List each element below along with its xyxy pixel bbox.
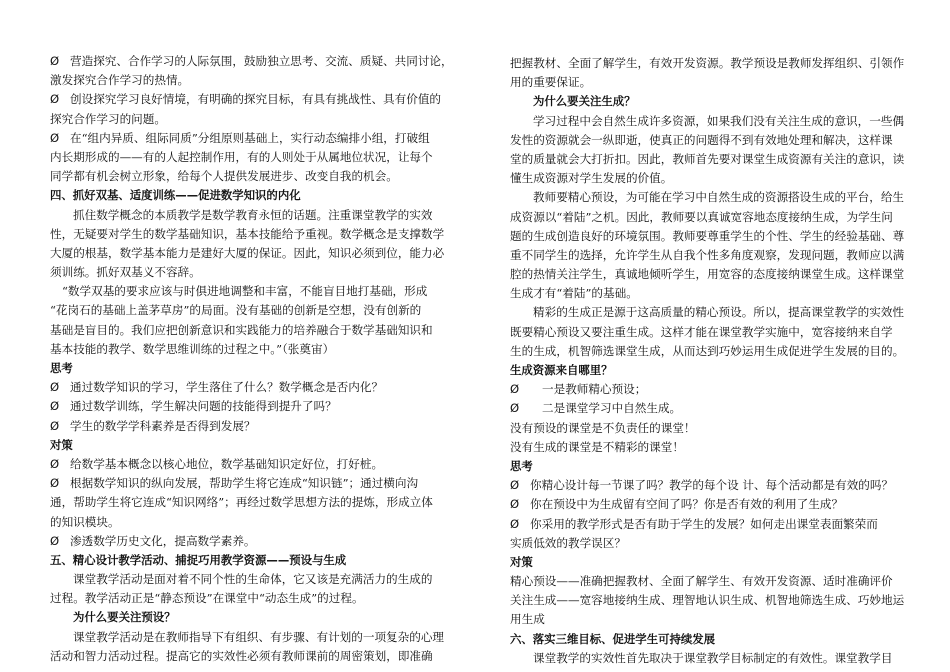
quote-line: “数学双基的要求应该与时俱进地调整和丰富，不能盲目地打基础，形成 (62, 284, 428, 299)
paragraph-line: 课堂教学活动是面对着不同个性的生命体，它又该是充满活力的生成的 (73, 572, 433, 587)
bullet-item: Ø 根据数学知识的纵向发展，帮助学生将它连成“知识链”；通过横向沟 (50, 474, 454, 493)
bullet-icon: Ø (50, 476, 60, 491)
bullet-icon: Ø (510, 516, 520, 531)
bullet-icon: Ø (510, 478, 520, 493)
paragraph-line: 精彩的生成正是源于这高质量的精心预设。所以，提高课堂教学的实效性 (533, 305, 905, 320)
quote-line: “花岗石的基础上盖茅草房”的局面。没有基础的创新是空想，没有创新的 (50, 303, 422, 318)
bullet-icon: Ø (50, 533, 60, 548)
bullet-icon: Ø (510, 401, 520, 416)
bullet-icon: Ø (50, 418, 60, 433)
quote-line: 基本技能的教学、数学思维训练的过程之中。”（张奠宙） (50, 341, 335, 356)
bullet-icon: Ø (50, 92, 60, 107)
paragraph-line: 既要精心预设又要注重生成。这样才能在课堂教学实施中，宽容接纳来自学 (510, 324, 893, 339)
bullet-item: Ø 创设探究学习良好情境，有明确的探究目标，有具有挑战性、具有价值的 (50, 90, 454, 109)
bullet-item: Ø 给数学基本概念以核心地位，数学基础知识定好位，打好桩。 (50, 455, 454, 474)
bullet-item: Ø 你在预设中为生成留有空间了吗？你是否有效的利用了生成？ (510, 495, 914, 514)
paragraph-line: 生的生成，机智筛选课堂生成，从而达到巧妙运用生成促进学生发展的目的。 (510, 343, 905, 358)
think-label: 思考 (50, 361, 73, 375)
section-heading-4: 四、抓好双基、适度训练——促进数学知识的内化 (50, 188, 301, 203)
paragraph-line: 把握教材、全面了解学生，有效开发资源。教学预设是教师发挥组织、引领作 (510, 56, 905, 70)
paragraph-line: 学习过程中会自然生成许多资源，如果我们没有关注生成的意识，一些偶 (533, 113, 905, 128)
text-line: 实质低效的教学误区？ (510, 535, 626, 550)
paragraph-line: 性，无疑要对学生的数学基础知识，基本技能给予重视。数学概念是支撑数学 (50, 226, 445, 241)
bullet-icon: Ø (510, 497, 520, 512)
paragraph-line: 发性的资源就会一纵即逝，使真正的问题得不到有效地处理和解决，这样课 (510, 132, 893, 147)
paragraph-line: 重不同学生的选择，允许学生从自我个性多角度观察，发现问题，教师应以满 (510, 247, 905, 262)
paragraph-line: 教师要精心预设，为可能在学习中自然生成的资源搭设生成的平台，给生 (533, 190, 905, 205)
paragraph-line: 大厦的根基，数学基本能力是建好大厦的保证。因此，知识必须到位，能力必 (50, 245, 445, 260)
bullet-icon: Ø (50, 54, 60, 68)
subheading-why-generate: 为什么要关注生成？ (533, 94, 636, 109)
bullet-item: Ø 营造探究、合作学习的人际氛围，鼓励独立思考、交流、质疑、共同讨论， (50, 52, 454, 71)
paragraph-line: 课堂教学的实效性首先取决于课堂教学目标制定的有效性。课堂教学目 (533, 650, 893, 665)
paragraph-line: 腔的热情关注学生，真诚地倾听学生，用宽容的态度接纳课堂生成。这样课堂 (510, 267, 905, 282)
bullet-item: Ø 通过数学训练，学生解决问题的技能得到提升了吗？ (50, 397, 454, 416)
bullet-icon: Ø (50, 380, 60, 395)
statement-line: 没有生成的课堂是不精彩的课堂！ (510, 439, 684, 454)
text-line: 内长期形成的——有的人起控制作用，有的人则处于从属地位状况，让每个 (50, 149, 433, 164)
text-line: 精心预设——准确把握教材、全面了解学生、有效开发资源、适时准确评价 (510, 574, 893, 589)
text-line: 用生成 (510, 612, 545, 627)
bullet-icon: Ø (50, 399, 60, 414)
strategy-label: 对策 (50, 437, 73, 452)
source-question: 生成资源来自哪里？ (510, 363, 613, 377)
text-line: 的知识模块。 (50, 514, 120, 529)
paragraph-line: 过程。教学活动正是“静态预设”在课堂中“动态生成”的过程。 (50, 591, 364, 606)
paragraph-line: 生成才有“着陆”的基础。 (510, 286, 638, 301)
bullet-item: Ø 学生的数学学科素养是否得到发展？ (50, 417, 454, 436)
subheading-why-preset: 为什么要关注预设？ (73, 610, 176, 625)
bullet-item: Ø 在“组内异质、组际同质”分组原则基础上，实行动态编排小组，打破组 (50, 129, 454, 148)
paragraph-line: 活动和智力活动过程。提高它的实效性必须有教师课前的周密策划，即准确 (50, 648, 433, 663)
bullet-item: Ø 渗透数学历史文化，提高数学素养。 (50, 532, 454, 551)
text-line: 关注生成——宽容地接纳生成、理智地认识生成、机智地筛选生成、巧妙地运 (510, 593, 905, 608)
right-column (510, 54, 914, 668)
paragraph-line: 成资源以“着陆”之机。因此，教师要以真诚宽容地态度接纳生成，为学生问 (510, 209, 893, 224)
text-line: 通，帮助学生将它连成“知识网络”；再经过数学思想方法的提炼，形成立体 (50, 495, 433, 510)
section-heading-5: 五、精心设计教学活动、捕捉巧用教学资源——预设与生成 (50, 552, 347, 567)
bullet-item: Ø 通过数学知识的学习，学生落住了什么？数学概念是否内化？ (50, 378, 454, 397)
bullet-item: Ø 一是教师精心预设； (510, 380, 914, 399)
text-line: 同学都有机会树立形象，给每个人提供发展进步、改变自我的机会。 (50, 169, 398, 184)
section-heading-6: 六、落实三维目标、促进学生可持续发展 (510, 631, 716, 646)
quote-line: 基础是盲目的。我们应把创新意识和实践能力的培养融合于数学基础知识和 (50, 322, 433, 337)
left-column (50, 52, 454, 666)
bullet-item: Ø 你采用的教学形式是否有助于学生的发展？如何走出课堂表面繁荣而 (510, 515, 914, 534)
text-line: 探究合作学习的问题。 (50, 111, 166, 126)
text-line: 激发探究合作学习的热情。 (50, 73, 190, 88)
bullet-icon: Ø (50, 130, 60, 145)
paragraph-line: 堂的质量就会大打折扣。因此，教师首先要对课堂生成资源有关注的意识，读 (510, 151, 905, 166)
bullet-icon: Ø (50, 456, 60, 471)
paragraph-line: 抓住数学概念的本质教学是数学教育永恒的话题。注重课堂教学的实效 (73, 207, 433, 222)
bullet-item: Ø 二是课堂学习中自然生成。 (510, 399, 914, 418)
paragraph-line: 懂生成资源对学生发展的价值。 (510, 171, 673, 186)
strategy-label: 对策 (510, 554, 533, 569)
paragraph-line: 课堂教学活动是在教师指导下有组织、有步骤、有计划的一项复杂的心理 (73, 629, 445, 644)
paragraph-line: 用的重要保证。 (510, 75, 592, 90)
statement-line: 没有预设的课堂是不负责任的课堂！ (510, 420, 696, 435)
paragraph-line: 题的生成创造良好的环境氛围。教师要尊重学生的个性、学生的经验基础、尊 (510, 228, 905, 243)
think-label: 思考 (510, 458, 533, 473)
bullet-item: Ø 你精心设计每一节课了吗？教学的每个设 计、每个活动都是有效的吗？ (510, 476, 914, 495)
paragraph-line: 须训练。抓好双基义不容辞。 (50, 265, 201, 280)
bullet-icon: Ø (510, 382, 520, 397)
